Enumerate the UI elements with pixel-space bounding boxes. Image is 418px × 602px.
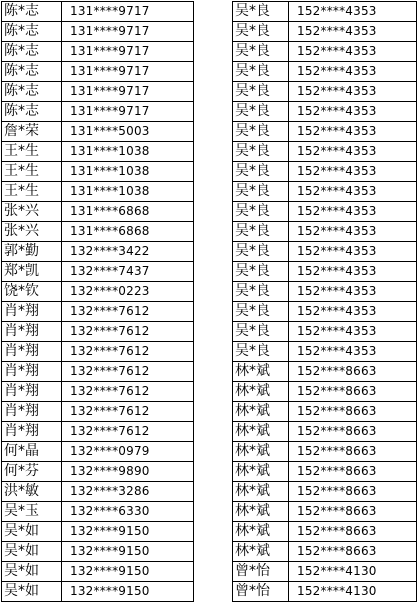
table-row bbox=[233, 342, 417, 362]
name-cell[interactable]: 林*斌 bbox=[233, 402, 289, 422]
name-cell[interactable]: 吴*良 bbox=[233, 202, 289, 222]
name-cell[interactable]: 吴*如 bbox=[2, 542, 62, 562]
name-cell[interactable]: 吴*如 bbox=[2, 582, 62, 602]
phone-cell[interactable]: 152****4353 bbox=[289, 282, 417, 302]
phone-cell[interactable]: 152****8663 bbox=[289, 442, 417, 462]
table-row bbox=[233, 482, 417, 502]
table-row bbox=[233, 442, 417, 462]
phone-cell[interactable]: 131****1038 bbox=[62, 182, 194, 202]
name-cell[interactable]: 吴*良 bbox=[233, 42, 289, 62]
phone-cell[interactable]: 132****7612 bbox=[62, 382, 194, 402]
phone-cell[interactable]: 131****1038 bbox=[62, 142, 194, 162]
phone-cell[interactable]: 152****8663 bbox=[289, 462, 417, 482]
phone-cell[interactable]: 152****4353 bbox=[289, 142, 417, 162]
phone-cell[interactable]: 131****6868 bbox=[62, 202, 194, 222]
table-row bbox=[233, 2, 417, 22]
table-row bbox=[233, 102, 417, 122]
phone-cell[interactable]: 131****5003 bbox=[62, 122, 194, 142]
phone-cell[interactable]: 132****9150 bbox=[62, 542, 194, 562]
name-cell[interactable]: 吴*良 bbox=[233, 282, 289, 302]
name-cell[interactable]: 吴*良 bbox=[233, 242, 289, 262]
name-cell[interactable]: 吴*良 bbox=[233, 182, 289, 202]
phone-cell[interactable]: 131****9717 bbox=[62, 2, 194, 22]
name-cell[interactable]: 林*斌 bbox=[233, 422, 289, 442]
phone-cell[interactable]: 131****9717 bbox=[62, 82, 194, 102]
table-row bbox=[233, 302, 417, 322]
phone-cell[interactable]: 152****4353 bbox=[289, 222, 417, 242]
phone-cell[interactable]: 152****8663 bbox=[289, 362, 417, 382]
table-row bbox=[2, 142, 194, 162]
name-cell[interactable]: 詹*荣 bbox=[2, 122, 62, 142]
table-row bbox=[2, 262, 194, 282]
table-row bbox=[233, 242, 417, 262]
table-row bbox=[2, 42, 194, 62]
phone-cell[interactable]: 132****0223 bbox=[62, 282, 194, 302]
name-cell[interactable]: 吴*良 bbox=[233, 222, 289, 242]
phone-cell[interactable]: 132****9150 bbox=[62, 582, 194, 602]
phone-cell[interactable]: 132****9890 bbox=[62, 462, 194, 482]
table-row bbox=[233, 262, 417, 282]
table-row bbox=[2, 162, 194, 182]
phone-cell[interactable]: 132****3286 bbox=[62, 482, 194, 502]
name-cell[interactable]: 陈*志 bbox=[2, 62, 62, 82]
name-cell[interactable]: 张*兴 bbox=[2, 222, 62, 242]
phone-cell[interactable]: 152****4353 bbox=[289, 262, 417, 282]
name-cell[interactable]: 吴*如 bbox=[2, 522, 62, 542]
table-row bbox=[2, 362, 194, 382]
phone-cell[interactable]: 132****7612 bbox=[62, 342, 194, 362]
name-cell[interactable]: 曾*怡 bbox=[233, 582, 289, 602]
name-cell[interactable]: 陈*志 bbox=[2, 42, 62, 62]
phone-cell[interactable]: 132****7612 bbox=[62, 322, 194, 342]
name-cell[interactable]: 吴*如 bbox=[2, 562, 62, 582]
phone-cell[interactable]: 132****0979 bbox=[62, 442, 194, 462]
name-cell[interactable]: 郭*勤 bbox=[2, 242, 62, 262]
name-cell[interactable]: 肖*翔 bbox=[2, 322, 62, 342]
phone-cell[interactable]: 132****7612 bbox=[62, 422, 194, 442]
phone-cell[interactable]: 152****4353 bbox=[289, 62, 417, 82]
phone-cell[interactable]: 132****6330 bbox=[62, 502, 194, 522]
table-row bbox=[2, 502, 194, 522]
name-cell[interactable]: 吴*良 bbox=[233, 62, 289, 82]
phone-cell[interactable]: 152****4353 bbox=[289, 102, 417, 122]
table-row bbox=[233, 382, 417, 402]
table-row bbox=[233, 42, 417, 62]
phone-cell[interactable]: 131****6868 bbox=[62, 222, 194, 242]
table-row bbox=[2, 242, 194, 262]
table-row bbox=[233, 22, 417, 42]
name-cell[interactable]: 肖*翔 bbox=[2, 402, 62, 422]
phone-cell[interactable]: 152****8663 bbox=[289, 502, 417, 522]
name-cell[interactable]: 陈*志 bbox=[2, 102, 62, 122]
table-row bbox=[2, 322, 194, 342]
name-cell[interactable]: 林*斌 bbox=[233, 362, 289, 382]
table-row bbox=[2, 582, 194, 602]
table-row bbox=[233, 362, 417, 382]
left-contact-table bbox=[1, 1, 194, 602]
phone-cell[interactable]: 131****9717 bbox=[62, 62, 194, 82]
right-table-body bbox=[233, 2, 417, 602]
name-cell[interactable]: 陈*志 bbox=[2, 22, 62, 42]
phone-cell[interactable]: 131****9717 bbox=[62, 22, 194, 42]
table-row bbox=[2, 202, 194, 222]
name-cell[interactable]: 吴*玉 bbox=[2, 502, 62, 522]
phone-cell[interactable]: 131****9717 bbox=[62, 42, 194, 62]
phone-cell[interactable]: 152****4130 bbox=[289, 562, 417, 582]
name-cell[interactable]: 林*斌 bbox=[233, 462, 289, 482]
table-row bbox=[233, 222, 417, 242]
phone-cell[interactable]: 152****8663 bbox=[289, 382, 417, 402]
name-cell[interactable]: 王*生 bbox=[2, 162, 62, 182]
right-contact-table bbox=[232, 1, 417, 602]
phone-cell[interactable]: 152****8663 bbox=[289, 522, 417, 542]
name-cell[interactable]: 王*生 bbox=[2, 182, 62, 202]
name-cell[interactable]: 吴*良 bbox=[233, 2, 289, 22]
table-row bbox=[2, 462, 194, 482]
phone-cell[interactable]: 152****4353 bbox=[289, 42, 417, 62]
table-row bbox=[233, 562, 417, 582]
table-row bbox=[2, 102, 194, 122]
table-row bbox=[233, 542, 417, 562]
phone-cell[interactable]: 131****1038 bbox=[62, 162, 194, 182]
name-cell[interactable]: 吴*良 bbox=[233, 262, 289, 282]
name-cell[interactable]: 吴*良 bbox=[233, 122, 289, 142]
name-cell[interactable]: 吴*良 bbox=[233, 102, 289, 122]
table-row bbox=[2, 222, 194, 242]
table-row bbox=[2, 182, 194, 202]
table-row bbox=[2, 402, 194, 422]
table-row bbox=[233, 122, 417, 142]
name-cell[interactable]: 吴*良 bbox=[233, 82, 289, 102]
table-row bbox=[2, 62, 194, 82]
table-row bbox=[233, 282, 417, 302]
phone-cell[interactable]: 132****7612 bbox=[62, 302, 194, 322]
name-cell[interactable]: 郑*凯 bbox=[2, 262, 62, 282]
phone-cell[interactable]: 152****4353 bbox=[289, 202, 417, 222]
name-cell[interactable]: 林*斌 bbox=[233, 502, 289, 522]
table-row bbox=[2, 422, 194, 442]
table-row bbox=[2, 562, 194, 582]
table-row bbox=[233, 322, 417, 342]
table-row bbox=[233, 62, 417, 82]
table-row bbox=[2, 542, 194, 562]
table-row bbox=[2, 442, 194, 462]
name-cell[interactable]: 吴*良 bbox=[233, 322, 289, 342]
left-table-body bbox=[2, 2, 194, 602]
table-row bbox=[2, 382, 194, 402]
phone-cell[interactable]: 131****9717 bbox=[62, 102, 194, 122]
phone-cell[interactable]: 152****8663 bbox=[289, 542, 417, 562]
phone-cell[interactable]: 152****8663 bbox=[289, 482, 417, 502]
table-row bbox=[2, 302, 194, 322]
phone-cell[interactable]: 152****8663 bbox=[289, 422, 417, 442]
name-cell[interactable]: 曾*怡 bbox=[233, 562, 289, 582]
phone-cell[interactable]: 132****7437 bbox=[62, 262, 194, 282]
table-row bbox=[233, 582, 417, 602]
table-row bbox=[233, 182, 417, 202]
table-row bbox=[233, 82, 417, 102]
name-cell[interactable]: 肖*翔 bbox=[2, 342, 62, 362]
name-cell[interactable]: 吴*良 bbox=[233, 142, 289, 162]
table-row bbox=[2, 342, 194, 362]
table-row bbox=[233, 422, 417, 442]
table-row bbox=[2, 122, 194, 142]
table-row bbox=[2, 482, 194, 502]
name-cell[interactable]: 张*兴 bbox=[2, 202, 62, 222]
phone-cell[interactable]: 152****4353 bbox=[289, 162, 417, 182]
name-cell[interactable]: 吴*良 bbox=[233, 22, 289, 42]
phone-cell[interactable]: 152****4353 bbox=[289, 322, 417, 342]
phone-cell[interactable]: 152****4353 bbox=[289, 82, 417, 102]
name-cell[interactable]: 肖*翔 bbox=[2, 422, 62, 442]
name-cell[interactable]: 吴*良 bbox=[233, 302, 289, 322]
name-cell[interactable]: 林*斌 bbox=[233, 482, 289, 502]
table-row bbox=[233, 402, 417, 422]
phone-cell[interactable]: 132****9150 bbox=[62, 562, 194, 582]
phone-cell[interactable]: 152****4353 bbox=[289, 2, 417, 22]
table-row bbox=[2, 282, 194, 302]
name-cell[interactable]: 林*斌 bbox=[233, 542, 289, 562]
table-row bbox=[233, 142, 417, 162]
table-row bbox=[2, 22, 194, 42]
name-cell[interactable]: 王*生 bbox=[2, 142, 62, 162]
phone-cell[interactable]: 152****4353 bbox=[289, 242, 417, 262]
phone-cell[interactable]: 132****3422 bbox=[62, 242, 194, 262]
name-cell[interactable]: 吴*良 bbox=[233, 162, 289, 182]
phone-cell[interactable]: 152****4353 bbox=[289, 182, 417, 202]
phone-cell[interactable]: 132****7612 bbox=[62, 402, 194, 422]
name-cell[interactable]: 何*晶 bbox=[2, 442, 62, 462]
name-cell[interactable]: 洪*敏 bbox=[2, 482, 62, 502]
table-row bbox=[2, 82, 194, 102]
phone-cell[interactable]: 152****4353 bbox=[289, 302, 417, 322]
name-cell[interactable]: 饶*钦 bbox=[2, 282, 62, 302]
phone-cell[interactable]: 152****4130 bbox=[289, 582, 417, 602]
name-cell[interactable]: 肖*翔 bbox=[2, 382, 62, 402]
table-row bbox=[2, 522, 194, 542]
phone-cell[interactable]: 152****4353 bbox=[289, 22, 417, 42]
phone-cell[interactable]: 152****8663 bbox=[289, 402, 417, 422]
phone-cell[interactable]: 152****4353 bbox=[289, 342, 417, 362]
name-cell[interactable]: 林*斌 bbox=[233, 382, 289, 402]
table-row bbox=[233, 522, 417, 542]
name-cell[interactable]: 吴*良 bbox=[233, 342, 289, 362]
table-row bbox=[233, 202, 417, 222]
phone-cell[interactable]: 132****7612 bbox=[62, 362, 194, 382]
phone-cell[interactable]: 152****4353 bbox=[289, 122, 417, 142]
name-cell[interactable]: 陈*志 bbox=[2, 2, 62, 22]
table-row bbox=[2, 2, 194, 22]
table-row bbox=[233, 502, 417, 522]
table-row bbox=[233, 162, 417, 182]
name-cell[interactable]: 何*芬 bbox=[2, 462, 62, 482]
phone-cell[interactable]: 132****9150 bbox=[62, 522, 194, 542]
name-cell[interactable]: 林*斌 bbox=[233, 522, 289, 542]
table-row bbox=[233, 462, 417, 482]
name-cell[interactable]: 林*斌 bbox=[233, 442, 289, 462]
name-cell[interactable]: 陈*志 bbox=[2, 82, 62, 102]
name-cell[interactable]: 肖*翔 bbox=[2, 362, 62, 382]
name-cell[interactable]: 肖*翔 bbox=[2, 302, 62, 322]
